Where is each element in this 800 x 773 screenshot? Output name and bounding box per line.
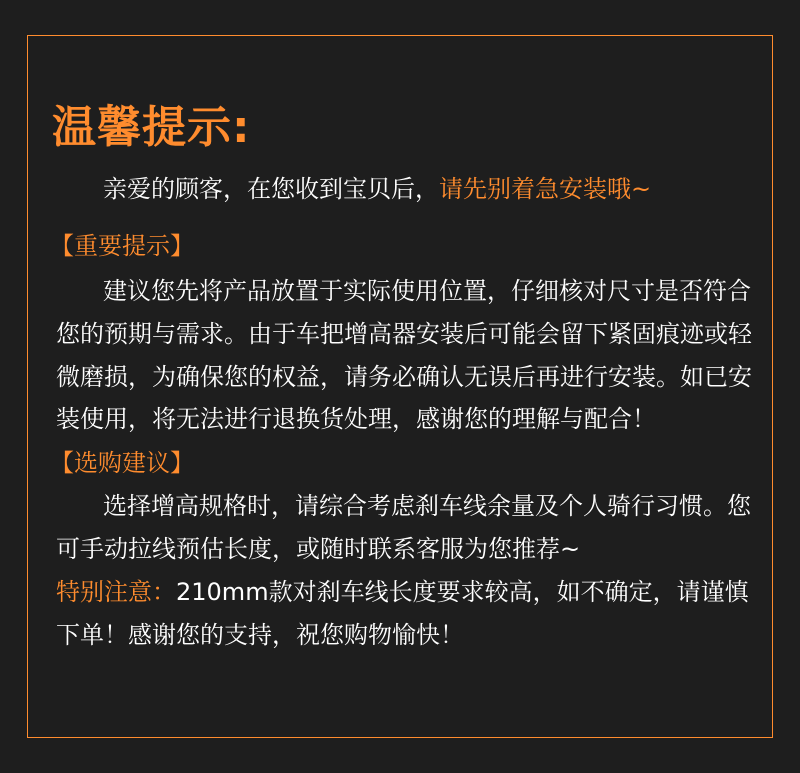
important-heading: 【重要提示】 [50,232,194,260]
purchase-line-2: 可手动拉线预估长度，或随时联系客服为您推荐~ [56,535,581,563]
important-line-4: 装使用，将无法进行退换货处理，感谢您的理解与配合！ [56,405,656,433]
greeting-line [103,174,651,204]
greeting-prefix: 亲爱的顾客，在您收到宝贝后， [103,175,439,203]
important-line-3: 微磨损，为确保您的权益，请务必确认无误后再进行安装。如已安 [56,363,752,391]
special-line-1 [56,577,749,607]
purchase-heading: 【选购建议】 [50,449,194,477]
important-line-1: 建议您先将产品放置于实际使用位置，仔细核对尺寸是否符合 [103,277,751,305]
purchase-line-1: 选择增高规格时，请综合考虑刹车线余量及个人骑行习惯。您 [103,492,751,520]
important-line-2: 您的预期与需求。由于车把增高器安装后可能会留下紧固痕迹或轻 [56,320,752,348]
special-label: 特别注意： [56,578,176,606]
notice-title: 温馨提示: [52,102,251,153]
special-line-2: 下单！感谢您的支持，祝您购物愉快！ [56,621,464,649]
greeting-highlight: 请先别着急安装哦~ [439,175,652,203]
special-text: 210mm款对刹车线长度要求较高，如不确定，请谨慎 [176,578,749,606]
